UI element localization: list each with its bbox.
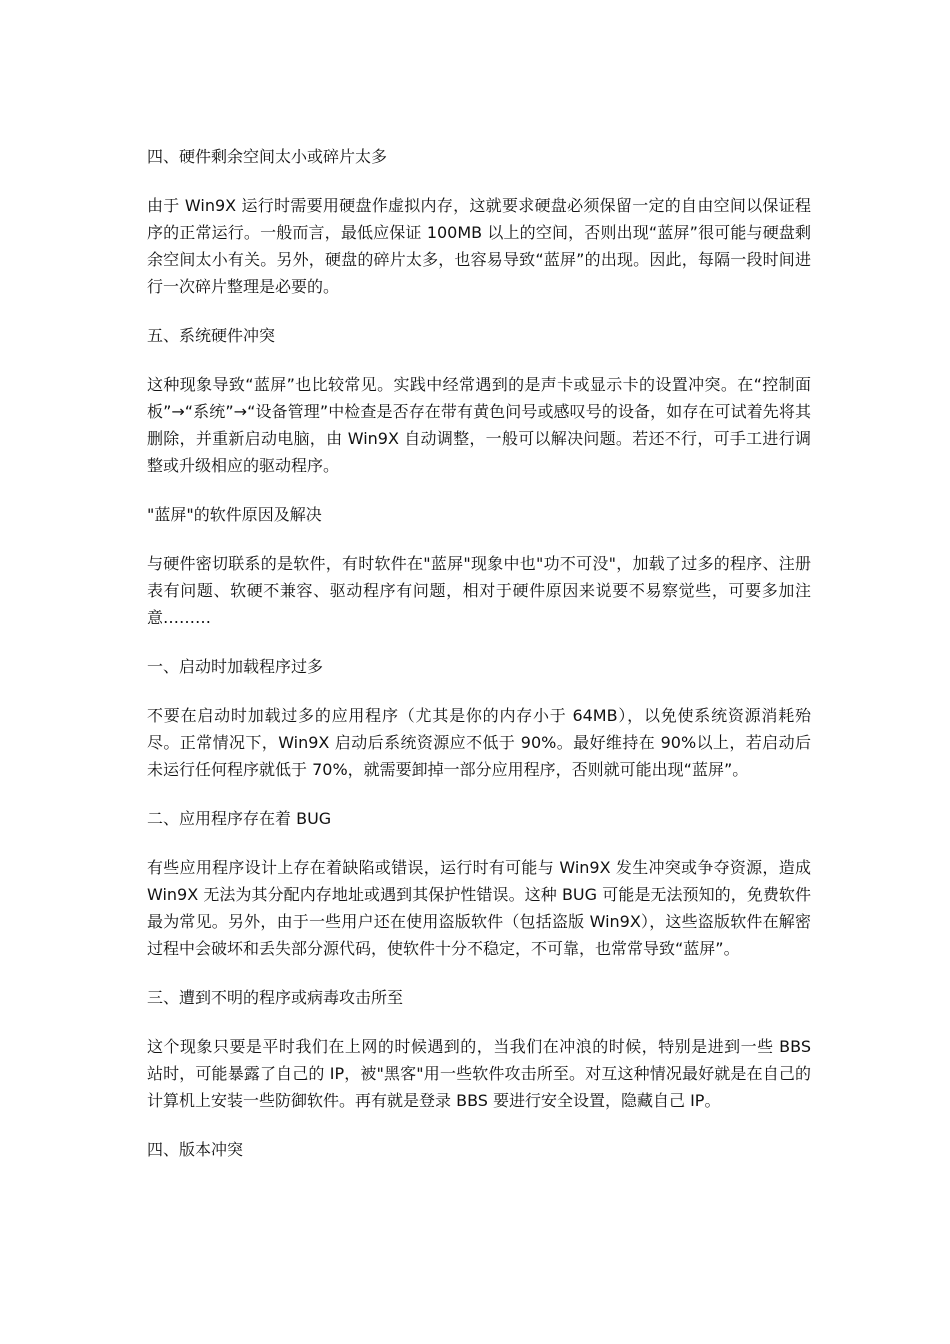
paragraph: 与硬件密切联系的是软件，有时软件在"蓝屏"现象中也"功不可没"，加载了过多的程序、注册表有问题、软硬不兼容、驱动程序有问题，相对于硬件原因来说要不易察觉些，可要多加注意……… [147,554,811,627]
section-heading: 四、版本冲突 [147,1140,244,1159]
paragraph: 不要在启动时加载过多的应用程序（尤其是你的内存小于 64MB），以免使系统资源消耗殆尽。正常情况下，Win9X 启动后系统资源应不低于 90%。最好维持在 90%以上，若启动后未运行任何程序就低于 70%，就需要卸掉一部分应用程序，否则就可能出现“蓝屏”。 [147,706,811,779]
paragraph: 这种现象导致“蓝屏”也比较常见。实践中经常遇到的是声卡或显示卡的设置冲突。在“控制面板”→“系统”→“设备管理”中检查是否存在带有黄色问号或感叹号的设备，如存在可试着先将其删除，并重新启动电脑，由 Win9X 自动调整，一般可以解决问题。若还不行，可手工进行调整或升级相应的驱动程序。 [147,375,811,475]
paragraph: 有些应用程序设计上存在着缺陷或错误，运行时有可能与 Win9X 发生冲突或争夺资源，造成 Win9X 无法为其分配内存地址或遇到其保护性错误。这种 BUG 可能是无法预知的，免费软件最为常见。另外，由于一些用户还在使用盗版软件（包括盗版 Win9X），这些盗版软件在解密过程中会破坏和丢失部分源代码，使软件十分不稳定，不可靠，也常常导致“蓝屏”。 [147,858,811,958]
section-heading: 二、应用程序存在着 BUG [147,809,332,828]
section-heading: 四、硬件剩余空间太小或碎片太多 [147,147,388,166]
section-heading: 五、系统硬件冲突 [147,326,276,345]
paragraph: 由于 Win9X 运行时需要用硬盘作虚拟内存，这就要求硬盘必须保留一定的自由空间以保证程序的正常运行。一般而言，最低应保证 100MB 以上的空间，否则出现“蓝屏”很可能与硬盘剩余空间太小有关。另外，硬盘的碎片太多，也容易导致“蓝屏”的出现。因此，每隔一段时间进行一次碎片整理是必要的。 [147,196,811,296]
section-heading: "蓝屏"的软件原因及解决 [147,505,322,524]
document-body [147,143,811,1185]
section-heading: 三、遭到不明的程序或病毒攻击所至 [147,988,404,1007]
paragraph: 这个现象只要是平时我们在上网的时候遇到的，当我们在冲浪的时候，特别是进到一些 BBS 站时，可能暴露了自己的 IP，被"黑客"用一些软件攻击所至。对互这种情况最好就是在自己的计算机上安装一些防御软件。再有就是登录 BBS 要进行安全设置，隐藏自己 IP。 [147,1037,811,1110]
section-heading: 一、启动时加载程序过多 [147,657,324,676]
